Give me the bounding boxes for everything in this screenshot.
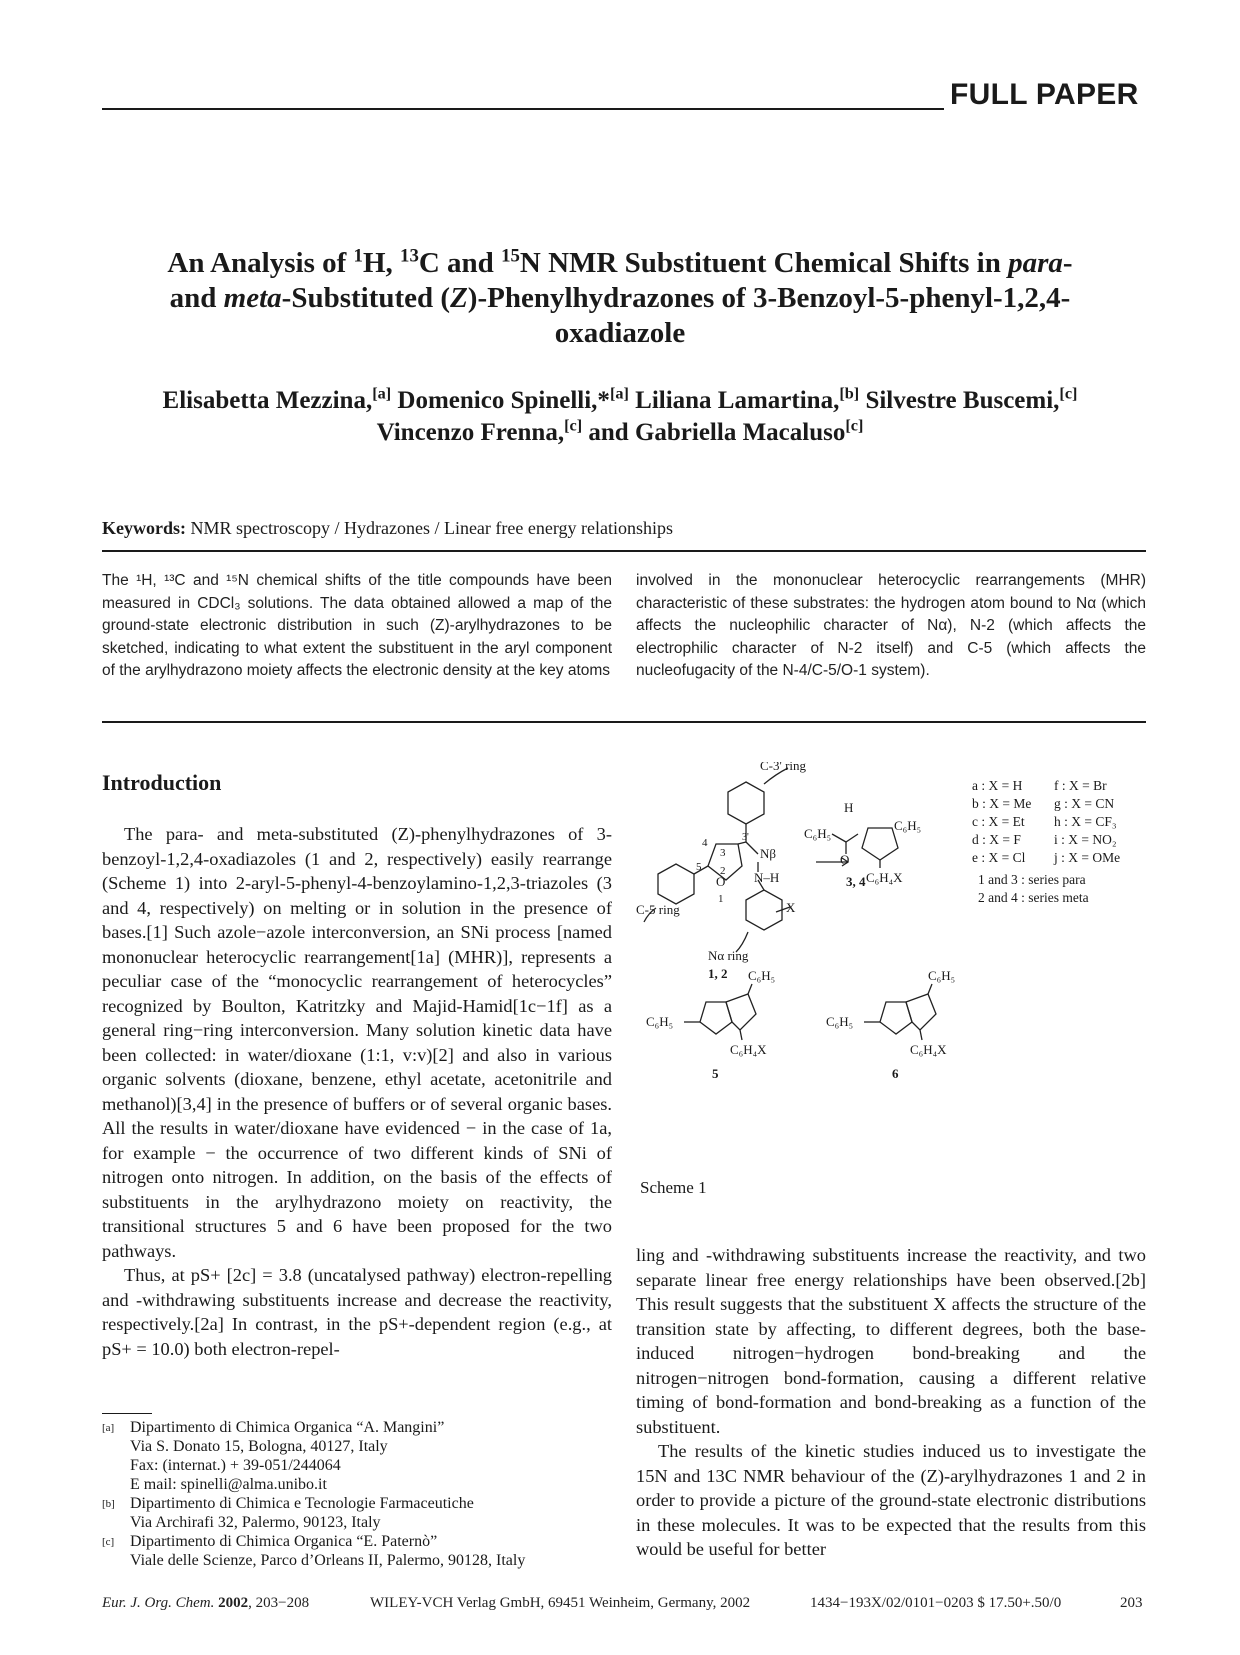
benzene-ring-icon	[658, 864, 694, 904]
footnote-rule	[102, 1413, 152, 1414]
label-o: O	[840, 852, 850, 867]
substituent-h: h : X = CF₃	[1054, 814, 1117, 829]
author: Liliana Lamartina,	[635, 387, 840, 414]
author: and Gabriella Macaluso	[588, 419, 846, 446]
abstract-bottom-rule	[102, 721, 1146, 723]
series-para: 1 and 3 : series para	[978, 872, 1086, 887]
body-column-right	[636, 1243, 1146, 1562]
author: Vincenzo Frenna,	[376, 419, 565, 446]
substituent-a: a : X = H	[972, 778, 1023, 793]
paragraph: The para- and meta-substituted (Z)-phenylhydrazones of 3-benzoyl-1,2,4-oxadiazoles (1 and 2, respectively) easily rearrange (Scheme 1) into 2-aryl-5-phenyl-4-benzoylamino-1,2,3-triazoles (3 and 4, respectively) on melting or in solution in the presence of bases.[1] Such azole−azole interconversion, an SNi process [named mononuclear heterocyclic rearrangement[1a] (MHR)], represents a peculiar case of the “monocyclic rearrangement of heterocycles” recognized by Boulton, Katritzky and Majid-Hamid[1c−1f] as a general ring−ring interconversion. Many solution kinetic data have been collected: in water/dioxane (1:1, v:v)[2] and also in various organic solvents (dioxane, benzene, ethyl acetate, acetonitrile and methanol)[3,4] in the presence of buffers or of several organic bases. All the results in water/dioxane have evidenced − in the case of 1a, for example − the occurrence of two different kinds of SNi of nitrogen onto nitrogen. In addition, on the basis of the effects of substituents in the arylhydrazono moiety on reactivity, the transitional structures 5 and 6 have been proposed for the two pathways.	[102, 824, 612, 1261]
triazole-ring-icon	[862, 828, 898, 860]
paragraph: ling and -withdrawing substituents increase the reactivity, and two separate linear free energy relationships have been observed.[2b] This result suggests that the substituent X affects the structure of the transition state by affecting, to different degrees, both the base-induced nitrogen−hydrogen bond-breaking and the nitrogen−nitrogen bond-formation, causing a different relative timing of bond-formation and bond-breaking as a function of the substituent.	[636, 1245, 1146, 1437]
benzene-ring-icon	[746, 890, 782, 930]
footer-publisher: WILEY-VCH Verlag GmbH, 69451 Weinheim, Germany, 2002	[370, 1595, 751, 1611]
label-c6h4x: C₆H₄X	[730, 1042, 767, 1057]
label-3prime: 3'	[742, 832, 749, 843]
abstract-right: involved in the mononuclear heterocyclic rearrangements (MHR) characteristic of these substrates: the hydrogen atom bound to Nα (which affects the nucleophilic character of Nα), N-2 (which affects the electrophilic character of N-2 itself) and C-5 (which affects the nucleofugacity of the N-4/C-5/O-1 system).	[636, 572, 1146, 679]
label-c6h4x: C₆H₄X	[866, 870, 903, 885]
page-number: 203	[1120, 1595, 1143, 1611]
footnote-a: [a] Dipartimento di Chimica Organica “A. Mangini” Via S. Donato 15, Bologna, 40127, Italy Fax: (internat.) + 39-051/244064 E mail: spinelli@alma.unibo.it	[102, 1419, 445, 1493]
author: Domenico Spinelli,*	[397, 387, 610, 414]
label-compound-5: 5	[712, 1066, 719, 1081]
benzene-ring-icon	[728, 782, 764, 824]
substituent-b: b : X = Me	[972, 796, 1032, 811]
footnote-b: [b] Dipartimento di Chimica e Tecnologie Farmaceutiche Via Archirafi 32, Palermo, 90123, Italy	[102, 1495, 474, 1531]
affiliation-footnotes	[102, 1418, 622, 1570]
keywords: Keywords: NMR spectroscopy / Hydrazones / Linear free energy relationships	[102, 518, 674, 538]
label-c6h5: C₆H₅	[894, 818, 922, 833]
label-nh: N–H	[754, 870, 780, 885]
label-c6h4x: C₆H₄X	[910, 1042, 947, 1057]
label-compound-6: 6	[892, 1066, 899, 1081]
label-5: 5	[696, 861, 702, 873]
label-x: X	[786, 900, 796, 915]
author: Elisabetta Mezzina,	[162, 387, 373, 414]
substituent-d: d : X = F	[972, 832, 1021, 847]
label-o: O	[716, 874, 726, 889]
section-heading-introduction: Introduction	[102, 770, 222, 795]
label-c6h5: C₆H₅	[646, 1014, 674, 1029]
label-2: 2	[720, 865, 726, 877]
author: Silvestre Buscemi,	[865, 387, 1060, 414]
scheme-1-figure	[636, 762, 1156, 1172]
label-compounds-1-2: 1, 2	[708, 966, 728, 981]
label-c6h5: C₆H₅	[804, 826, 832, 841]
label-n-beta: Nβ	[760, 846, 777, 861]
label-4: 4	[702, 837, 708, 849]
substituent-f: f : X = Br	[1054, 778, 1107, 793]
ts-ring-icon	[726, 994, 756, 1030]
author-list: Elisabetta Mezzina,[a] Domenico Spinelli,*[a] Liliana Lamartina,[b] Silvestre Buscemi,[c] Vincenzo Frenna,[c] and Gabriella Macaluso[c]	[162, 384, 1078, 446]
label-c3-ring: C-3' ring	[760, 762, 807, 773]
footer-citation: Eur. J. Org. Chem. 2002, 203−208	[102, 1595, 310, 1611]
label-3: 3	[720, 847, 726, 859]
header-rule	[102, 108, 944, 110]
substituent-j: j : X = OMe	[1054, 850, 1121, 865]
label-1: 1	[718, 893, 724, 905]
section-label: FULL PAPER	[950, 78, 1139, 111]
substituent-e: e : X = Cl	[972, 850, 1026, 865]
label-c5-ring: C-5 ring	[636, 902, 680, 917]
ts-ring-icon	[906, 994, 936, 1030]
footnote-c: [c] Dipartimento di Chimica Organica “E. Paternò” Viale delle Scienze, Parco d’Orleans II, Palermo, 90128, Italy	[102, 1533, 526, 1569]
abstract-top-rule	[102, 550, 1146, 552]
substituent-g: g : X = CN	[1054, 796, 1115, 811]
label-compounds-3-4: 3, 4	[846, 874, 866, 889]
paragraph: Thus, at pS+ [2c] = 3.8 (uncatalysed pathway) electron-repelling and -withdrawing substituents increase and decrease the reactivity, respectively.[2a] In contrast, in the pS+-dependent region (e.g., at pS+ = 10.0) both electron-repel-	[102, 1265, 612, 1359]
label-c6h5: C₆H₅	[748, 968, 776, 983]
label-na-ring: Nα ring	[708, 948, 749, 963]
footer-issn: 1434−193X/02/0101−0203 $ 17.50+.50/0	[810, 1595, 1062, 1611]
scheme-caption: Scheme 1	[640, 1178, 707, 1197]
abstract-left: The ¹H, ¹³C and ¹⁵N chemical shifts of the title compounds have been measured in CDCl₃ solutions. The data obtained allowed a map of the ground-state electronic distribution in such (Z)-arylhydrazones to be sketched, indicating to what extent the substituent in the aryl component of the arylhydrazono moiety affects the electronic density at the key atoms	[102, 572, 612, 679]
label-h: H	[844, 800, 854, 815]
paper-title: An Analysis of $^1$H, $^{13}$C and $^{15}$N NMR Substituent Chemical Shifts in para- and meta-Substituted (Z)-Phenylhydrazones of 3-Benzoyl-5-phenyl-1,2,4- oxadiazole	[167, 245, 1073, 349]
substituent-i: i : X = NO₂	[1054, 832, 1117, 847]
paragraph: The results of the kinetic studies induced us to investigate the 15N and 13C NMR behaviour of the (Z)-arylhydrazones 1 and 2 in order to provide a picture of the ground-state electronic distributions in these molecules. It was to be expected that the results from this would be useful for better	[636, 1441, 1146, 1559]
body-column-left	[102, 822, 612, 1361]
series-meta: 2 and 4 : series meta	[978, 890, 1089, 905]
substituent-c: c : X = Et	[972, 814, 1025, 829]
label-c6h5: C₆H₅	[928, 968, 956, 983]
label-c6h5: C₆H₅	[826, 1014, 854, 1029]
